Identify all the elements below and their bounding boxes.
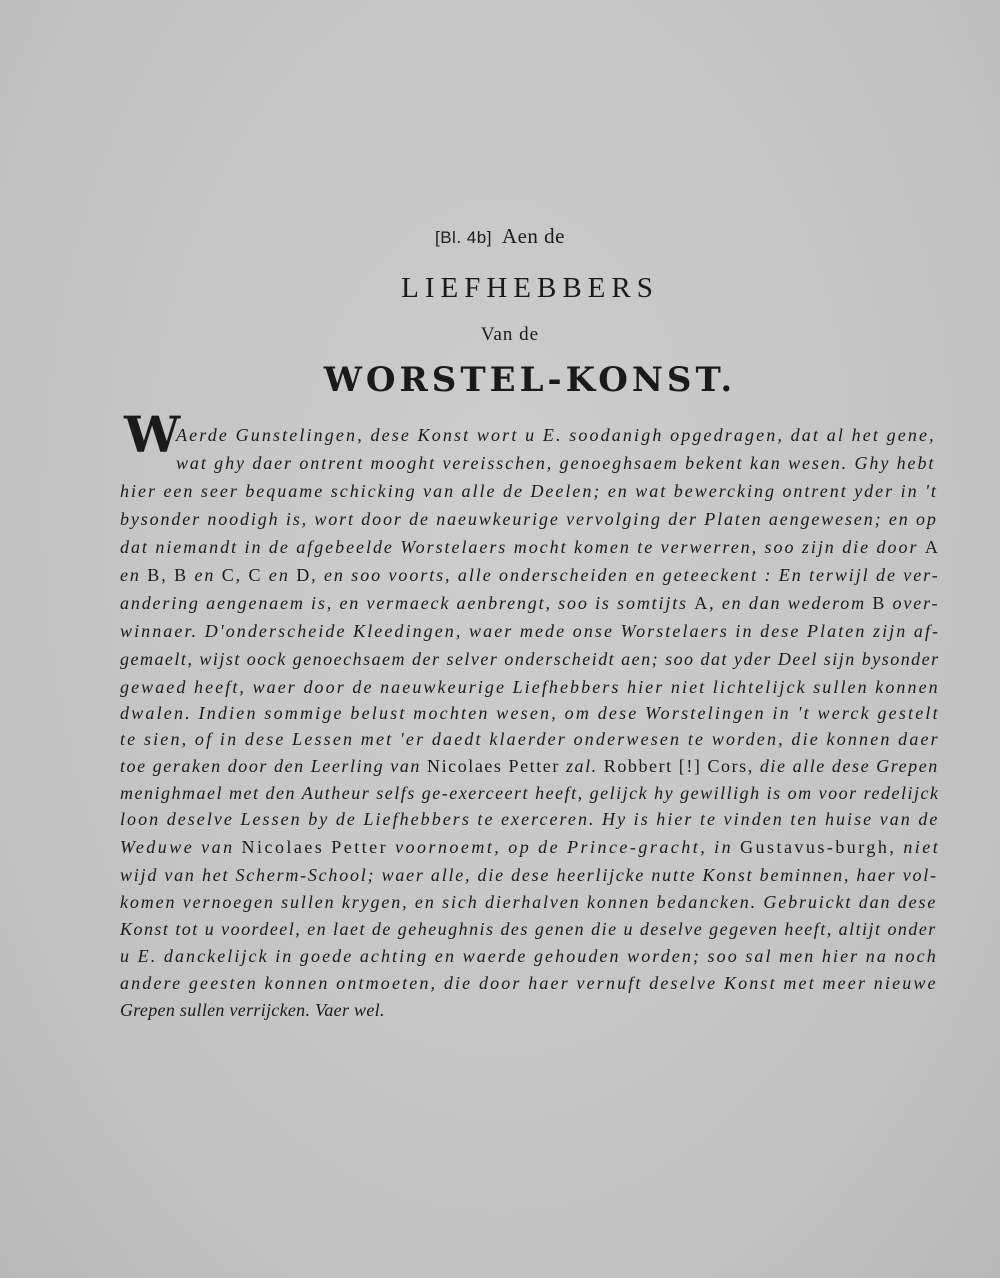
heading-liefhebbers: LIEFHEBBERS: [401, 272, 659, 304]
text-line: [120, 510, 938, 528]
italic-text-segment: wat ghy daer ontrent mooght vereisschen, genoeghsaem bekent kan wesen. Ghy hebt: [176, 453, 936, 473]
italic-text-segment: menighmael met den Autheur selfs ge-exerceert heeft, gelijck hy gewilligh is om voor redelijck: [120, 783, 940, 803]
italic-text-segment: Grepen sullen verrijcken. Vaer wel.: [120, 1000, 385, 1020]
text-line: [120, 810, 939, 828]
roman-text-segment: A: [924, 537, 940, 557]
italic-text-segment: dwalen. Indien sommige belust mochten wesen, om dese Worstelingen in 't werck gestelt: [120, 703, 940, 723]
roman-text-segment: Nicolaes Petter: [427, 756, 560, 776]
roman-text-segment: C: [248, 565, 263, 585]
roman-text-segment: B: [174, 565, 189, 585]
text-line: [176, 454, 935, 472]
italic-text-segment: Weduwe van: [120, 837, 242, 857]
heading-worstel-konst: WORSTEL-KONST.: [323, 360, 737, 400]
text-line: [120, 622, 940, 640]
heading-van-de: Van de: [480, 324, 540, 345]
italic-text-segment: Konst tot u voordeel, en laet de geheughnis des genen die u deselve gegeven heeft, altijt onder: [120, 919, 937, 939]
text-line: [120, 566, 940, 584]
roman-text-segment: B: [147, 565, 162, 585]
italic-text-segment: hier een seer bequame schicking van alle de Deelen; en wat bewercking ontrent yder in 't: [120, 481, 938, 501]
roman-text-segment: Gustavus-burgh,: [740, 837, 897, 857]
italic-text-segment: zal.: [559, 756, 604, 776]
italic-text-segment: , en soo voorts, alle onderscheiden en geteeckent : En terwijl de ver-: [311, 565, 940, 585]
italic-text-segment: gemaelt, wijst oock genoechsaem der selver onderscheidt aen; soo dat yder Deel sijn bysonder: [120, 649, 940, 669]
text-line: [120, 1001, 385, 1019]
text-line: [120, 757, 939, 775]
roman-text-segment: Nicolaes Petter: [241, 837, 389, 857]
italic-text-segment: bysonder noodigh is, wort door de naeuwkeurige vervolging der Platen aengewesen; en op: [120, 509, 938, 529]
italic-text-segment: u E. danckelijck in goede achting en waerde gehouden worden; soo sal men hier na noch: [120, 946, 938, 966]
text-line: [120, 678, 940, 696]
italic-text-segment: loon deselve Lessen by de Liefhebbers te exerceren. Hy is hier te vinden ten huise van de: [120, 809, 940, 829]
italic-text-segment: , en dan wederom: [709, 593, 873, 613]
text-line: [120, 838, 940, 856]
drop-cap: W: [124, 405, 181, 464]
italic-text-segment: die alle dese Grepen: [753, 756, 939, 776]
italic-text-segment: ,: [161, 565, 175, 585]
roman-text-segment: Robbert [!] Cors,: [603, 756, 754, 776]
italic-text-segment: niet: [896, 837, 941, 857]
text-line: [120, 947, 938, 965]
heading-aen-de: Aen de: [501, 224, 565, 248]
italic-text-segment: dat niemandt in de afgebeelde Worstelaers mocht komen te verwerren, soo zijn die door: [120, 537, 925, 557]
italic-text-segment: wijd van het Scherm-School; waer alle, die dese heerlijcke nutte Konst beminnen, haer vol-: [120, 865, 938, 885]
roman-text-segment: C: [221, 565, 236, 585]
text-line: [176, 426, 936, 444]
text-line: [120, 730, 940, 748]
italic-text-segment: komen vernoegen sullen krygen, en sich dierhalven konnen bedancken. Gebruickt dan dese: [120, 892, 938, 912]
text-line: [120, 974, 938, 992]
italic-text-segment: en: [188, 565, 222, 585]
heading-line-1: [0, 224, 1000, 249]
text-line: [120, 866, 938, 884]
text-line: [120, 650, 940, 668]
text-line: [120, 704, 940, 722]
italic-text-segment: andering aengenaem is, en vermaeck aenbrengt, soo is somtijts: [120, 593, 695, 613]
italic-text-segment: gewaed heeft, waer door de naeuwkeurige Liefhebbers hier niet lichtelijck sullen konnen: [120, 677, 940, 697]
text-line: [120, 893, 937, 911]
italic-text-segment: andere geesten konnen ontmoeten, die door haer vernuft deselve Konst met meer nieuwe: [120, 973, 938, 993]
roman-text-segment: B: [872, 593, 887, 613]
italic-text-segment: voornoemt, op de Prince-gracht, in: [388, 837, 741, 857]
italic-text-segment: over-: [886, 593, 940, 613]
italic-text-segment: en: [120, 565, 148, 585]
text-line: [120, 482, 938, 500]
text-line: [120, 920, 937, 938]
roman-text-segment: D: [296, 565, 312, 585]
italic-text-segment: en: [262, 565, 297, 585]
italic-text-segment: winnaer. D'onderscheide Kleedingen, waer mede onse Worstelaers in dese Platen zijn af-: [120, 621, 941, 641]
page-reference: [Bl. 4b]: [435, 228, 492, 247]
italic-text-segment: ,: [235, 565, 249, 585]
text-line: [120, 784, 940, 802]
italic-text-segment: toe geraken door den Leerling van: [120, 756, 428, 776]
text-line: [120, 594, 939, 612]
italic-text-segment: Aerde Gunstelingen, dese Konst wort u E. soodanigh opgedragen, dat al het gene,: [176, 425, 936, 445]
roman-text-segment: A: [694, 593, 710, 613]
text-line: [120, 538, 940, 556]
italic-text-segment: te sien, of in dese Lessen met 'er daedt klaerder onderwesen te worden, die konnen daer: [120, 729, 940, 749]
